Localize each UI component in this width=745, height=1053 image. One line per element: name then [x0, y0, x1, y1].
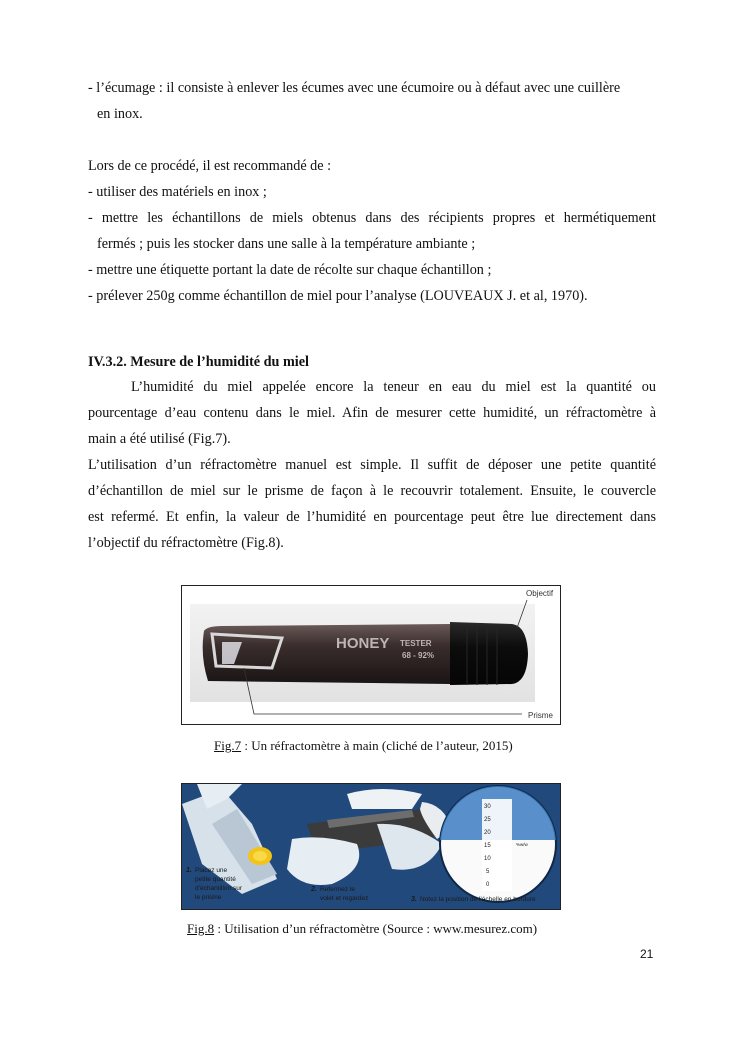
device-brand-text: HONEY — [336, 635, 390, 652]
figure-8-caption-text: : Utilisation d’un réfractomètre (Source : www.mesurez.com) — [214, 921, 538, 936]
step-2-line-2: volet et regardez — [320, 895, 369, 902]
step-1-number: 1. — [186, 867, 192, 874]
usage-illustration — [182, 784, 560, 909]
bullet-recipients-line-2: fermés ; puis les stocker dans une salle à la température ambiante ; — [97, 236, 476, 252]
humidity-p1-line-3: main a été utilisé (Fig.7). — [88, 431, 231, 447]
refractometer-illustration — [182, 586, 560, 724]
scale-25: 25 — [484, 817, 491, 823]
scale-30: 30 — [484, 804, 491, 810]
figure-refractometer-usage — [181, 783, 561, 910]
figure-refractometer-photo — [181, 585, 561, 725]
figure-7-ref: Fig.7 — [214, 738, 242, 753]
step-3-text: Notez la position de l’échelle en bordure — [420, 896, 536, 903]
label-prisme: Prisme — [528, 711, 553, 720]
bullet-prelever: - prélever 250g comme échantillon de miel pour l’analyse (LOUVEAUX J. et al, 1970). — [88, 288, 588, 304]
scale-20: 20 — [484, 830, 491, 836]
step-2-line-1: Refermez le — [320, 886, 356, 893]
bullet-etiquette: - mettre une étiquette portant la date de récolte sur chaque échantillon ; — [88, 262, 492, 278]
label-objectif: Objectif — [526, 589, 554, 598]
device-range-text: 68 - 92% — [402, 651, 435, 660]
ecumage-line-2: en inox. — [97, 106, 143, 122]
humidity-p2-line-3: est refermé. Et enfin, la valeur de l’humidité en pourcentage peut être lue directement dans — [88, 509, 656, 525]
device-model-text: TESTER — [400, 639, 432, 648]
page-number: 21 — [640, 947, 654, 961]
section-heading: IV.3.2. Mesure de l’humidité du miel — [88, 354, 309, 370]
recommendation-intro: Lors de ce procédé, il est recommandé de : — [88, 158, 332, 174]
scale-unit: %w/w — [516, 842, 528, 847]
bullet-recipients-line-1: - mettre les échantillons de miels obtenus dans des récipients propres et hermétiquement — [88, 210, 656, 226]
figure-8-caption — [187, 921, 537, 937]
step-1-line-1: Placez une — [195, 867, 228, 874]
humidity-p2-line-1: L’utilisation d’un réfractomètre manuel est simple. Il suffit de déposer une petite quantité — [88, 457, 656, 473]
humidity-p1-line-2: pourcentage d’eau contenu dans le miel. Afin de mesurer cette humidité, un réfractomètre à — [88, 405, 656, 421]
step-1-line-2: petite quantité — [195, 876, 236, 883]
figure-8-ref: Fig.8 — [187, 921, 215, 936]
scale-15: 15 — [484, 843, 491, 849]
humidity-p2-line-2: d’échantillon de miel sur le prisme de façon à le recouvrir totalement. Ensuite, le couvercle — [88, 483, 656, 499]
step-1-line-4: le prisme — [195, 894, 222, 901]
scale-10: 10 — [484, 856, 491, 862]
bullet-inox: - utiliser des matériels en inox ; — [88, 184, 267, 200]
scale-0: 0 — [486, 882, 490, 888]
scale-5: 5 — [486, 869, 490, 875]
ecumage-line-1: - l’écumage : il consiste à enlever les écumes avec une écumoire ou à défaut avec une cuillère — [88, 80, 621, 96]
humidity-p2-line-4: l’objectif du réfractomètre (Fig.8). — [88, 535, 284, 551]
step-1-line-3: d’échantillon sur — [195, 885, 242, 892]
figure-7-caption-text: : Un réfractomètre à main (cliché de l’auteur, 2015) — [241, 738, 513, 753]
figure-7-caption — [214, 738, 513, 754]
humidity-p1-line-1: L’humidité du miel appelée encore la teneur en eau du miel est la quantité ou — [131, 379, 656, 395]
step-3-number: 3. — [411, 896, 417, 903]
step-2-number: 2. — [311, 886, 317, 893]
